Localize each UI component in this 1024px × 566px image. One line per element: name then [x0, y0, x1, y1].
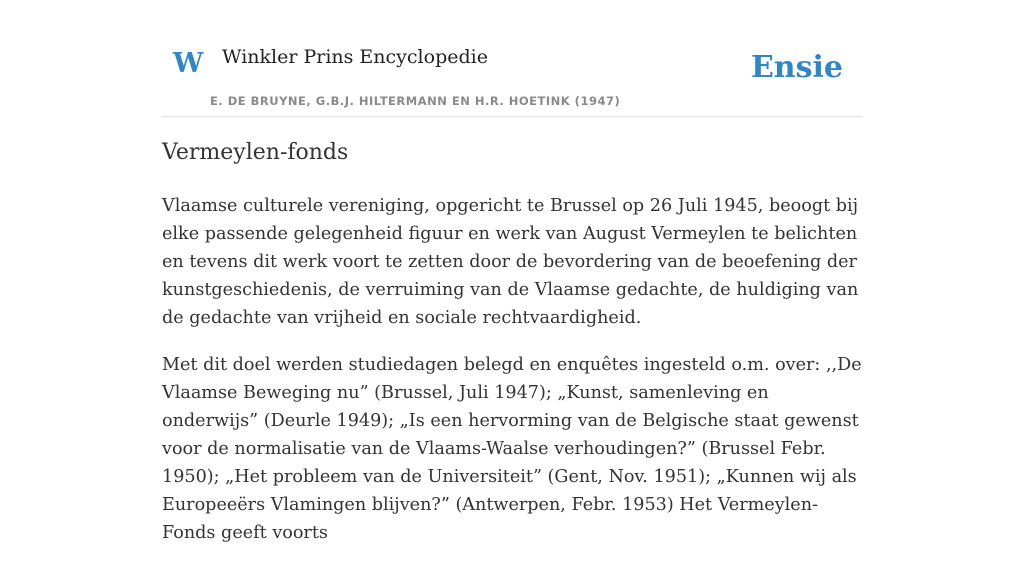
source-authors: E. DE BRUYNE, G.B.J. HILTERMANN EN H.R. HOETINK (1947) [210, 94, 621, 108]
entry-title: Vermeylen-fonds [162, 140, 349, 165]
entry-body [162, 192, 867, 566]
entry-paragraph: Vlaamse culturele vereniging, opgericht te Brussel op 26 Juli 1945, beoogt bij elke passende gelegenheid figuur en werk van August Vermeylen te belichten en tevens dit werk voort te zetten door de bevordering van de beoefening der kunstgeschiedenis, de verruiming van de Vlaamse gedachte, de huldiging van de gedachte van vrijheid en sociale rechtvaardigheid. [162, 196, 859, 328]
source-title[interactable]: Winkler Prins Encyclopedie [222, 46, 488, 68]
ensie-brand-link[interactable]: Ensie [750, 50, 843, 85]
entry-paragraph: Met dit doel werden studiedagen belegd en enquêtes ingesteld o.m. over: ,,De Vlaamse Beweging nu” (Brussel, Juli 1947); „Kunst, samenleving en onderwijs” (Deurle 1949); „Is een hervorming van de Belgische staat gewenst voor de normalisatie van de Vlaams-Waalse verhoudingen?” (Brussel Febr. 1950); „Het probleem van de Universiteit” (Gent, Nov. 1951); „Kunnen wij als Europeeërs Vlamingen blijven?” (Antwerpen, Febr. 1953) Het Vermeylen-Fonds geeft voorts [162, 355, 862, 543]
source-header [162, 40, 862, 117]
winkler-prins-logo-icon[interactable]: W [173, 48, 204, 79]
